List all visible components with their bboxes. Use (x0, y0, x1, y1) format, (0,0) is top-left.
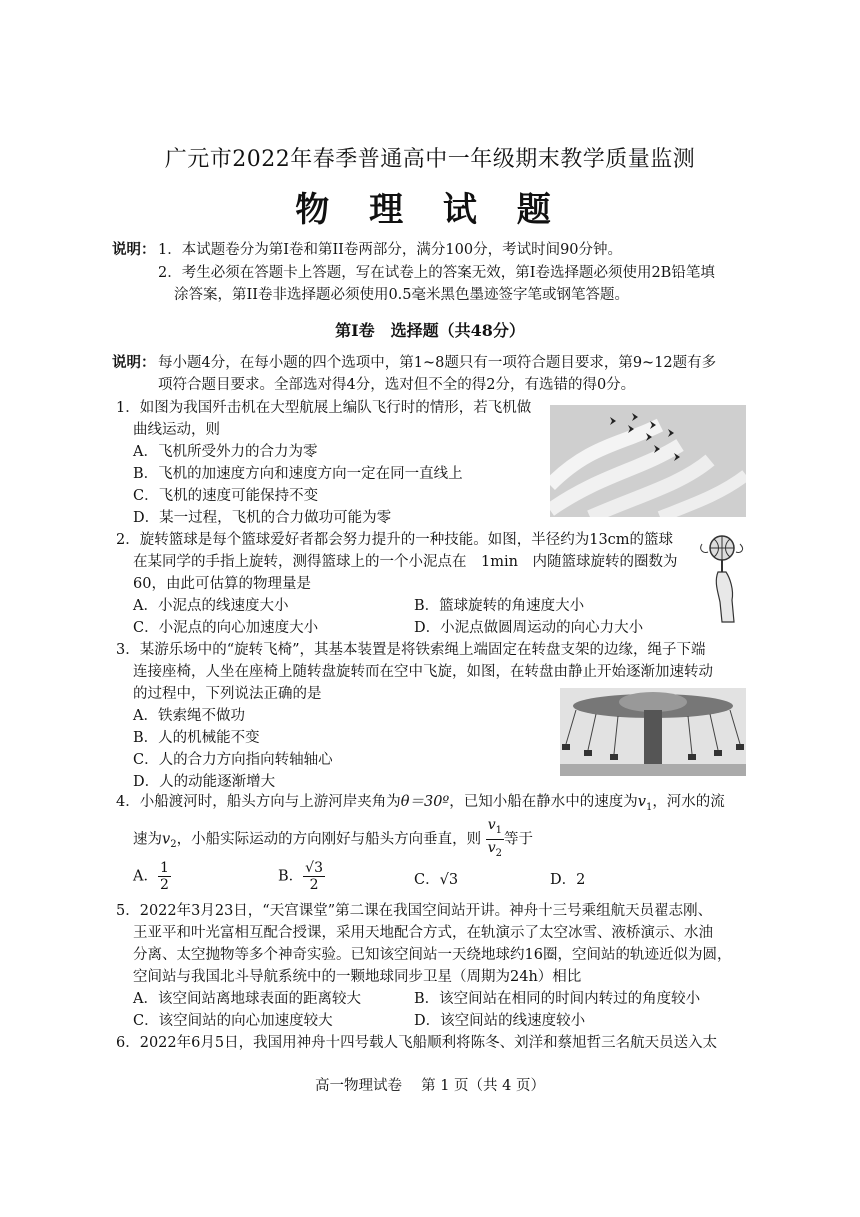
page-footer: 高一物理试卷 第 1 页（共 4 页） (315, 1078, 545, 1094)
section-title: 第I卷 选择题（共48分） (335, 321, 525, 340)
q4-option-a: A． $\frac{1}{2}$ (133, 860, 169, 893)
jet-formation-image (550, 405, 746, 517)
q1-option-c: C．飞机的速度可能保持不变 (133, 488, 319, 504)
q5-stem-1: 5．2022年3月23日，“天宫课堂”第二课在我国空间站开讲。神舟十三号乘组航天员翟志刚、 (116, 903, 713, 919)
q4-a-num: 1 (159, 860, 169, 876)
q4-ratio-fraction: $\frac{v_1}{v_2}$ (487, 817, 502, 859)
q3-option-a: A．铁索绳不做功 (133, 708, 245, 724)
q4-option-d: D．2 (550, 872, 586, 888)
q2-option-d: D．小泥点做圆周运动的向心力大小 (414, 620, 644, 636)
q3-stem-1: 3．某游乐场中的“旋转飞椅”，其基本装置是将铁索绳上端固定在转盘支架的边缘，绳子下端 (116, 642, 706, 658)
q4-stem-2b: ，小船实际运动的方向刚好与船头方向垂直，则 (176, 831, 482, 848)
q4-option-c: C．√3 (414, 872, 459, 888)
q4-stem-2: 速为$v_2$，小船实际运动的方向刚好与船头方向垂直，则 $\frac{v_1}{v_2}$ 等于 (133, 817, 533, 862)
q4-b-den: 2 (309, 877, 319, 893)
q1-option-d: D．某一过程，飞机的合力做功可能为零 (133, 510, 392, 526)
q2-stem-2: 在某同学的手指上旋转，测得篮球上的一个小泥点在 1min 内随篮球旋转的圈数为 (133, 554, 678, 570)
q5-option-a: A．该空间站离地球表面的距离较大 (133, 991, 361, 1007)
q4-v2: v (162, 831, 171, 848)
q1-stem-2: 曲线运动，则 (133, 422, 220, 438)
q3-option-b: B．人的机械能不变 (133, 730, 260, 746)
exam-header-title: 广元市2022年春季普通高中一年级期末教学质量监测 (164, 147, 696, 172)
q2-stem-3: 60，由此可估算的物理量是 (133, 576, 311, 592)
q5-option-c: C．该空间站的向心加速度较大 (133, 1013, 333, 1029)
q3-stem-2: 连接座椅，人坐在座椅上随转盘旋转而在空中飞旋，如图，在转盘由静止开始逐渐加速转动 (133, 664, 713, 680)
section-note-line1: 每小题4分，在每小题的四个选项中，第1~8题只有一项符合题目要求，第9~12题有多 (158, 355, 717, 371)
q1-stem-1: 1．如图为我国歼击机在大型航展上编队飞行时的情形，若飞机做 (116, 400, 532, 416)
exam-subject-title: 物 理 试 题 (295, 190, 565, 230)
swing-ride-image (560, 688, 746, 776)
q5-stem-4: 空间站与我国北斗导航系统中的一颗地球同步卫星（周期为24h）相比 (133, 969, 582, 985)
q1-option-a: A．飞机所受外力的合力为零 (133, 444, 318, 460)
q3-option-d: D．人的动能逐渐增大 (133, 774, 276, 790)
q4-stem-1 (116, 791, 725, 819)
q4-option-b: B． $\frac{√3}{2}$ (278, 860, 323, 893)
q2-option-a: A．小泥点的线速度大小 (133, 598, 289, 614)
q3-option-c: C．人的合力方向指向转轴轴心 (133, 752, 333, 768)
q4-stem-1b: ，已知小船在静水中的速度为 (449, 794, 638, 810)
q4-theta: θ＝30º (400, 794, 450, 810)
note-2a: 2．考生必须在答题卡上答题，写在试卷上的答案无效，第I卷选择题必须使用2B铅笔填 (158, 265, 715, 281)
q1-option-b: B．飞机的加速度方向和速度方向一定在同一直线上 (133, 466, 463, 482)
notes-label: 说明： (112, 241, 156, 258)
q2-option-b: B．篮球旋转的角速度大小 (414, 598, 585, 614)
q5-option-d: D．该空间站的线速度较小 (414, 1013, 586, 1029)
q5-stem-2: 王亚平和叶光富相互配合授课，采用天地配合方式，在轨演示了太空冰雪、液桥演示、水油 (133, 925, 713, 941)
q4-a-den: 2 (159, 877, 169, 893)
spinning-basketball-image (700, 532, 748, 624)
q4-b-num: √3 (305, 860, 323, 876)
note-2b: 涂答案，第II卷非选择题必须使用0.5毫米黑色墨迹签字笔或钢笔答题。 (174, 287, 630, 303)
q4-stem-2a: 速为 (133, 831, 162, 848)
note-1: 1．本试题卷分为第I卷和第II卷两部分，满分100分，考试时间90分钟。 (158, 242, 623, 258)
q2-option-c: C．小泥点的向心加速度大小 (133, 620, 319, 636)
q4-stem-2c: 等于 (503, 831, 533, 848)
q4-v1: v (637, 794, 646, 810)
q3-stem-3: 的过程中，下列说法正确的是 (133, 686, 322, 702)
q2-stem-1: 2．旋转篮球是每个篮球爱好者都会努力提升的一种技能。如图，半径约为13cm的篮球 (116, 532, 674, 548)
section-note-label: 说明： (112, 354, 156, 371)
q4-stem-1c: ，河水的流 (652, 794, 725, 810)
q5-stem-3: 分离、太空抛物等多个神奇实验。已知该空间站一天绕地球约16圈，空间站的轨迹近似为圆， (133, 947, 732, 963)
section-note-line2: 项符合题目要求。全部选对得4分，选对但不全的得2分，有选错的得0分。 (158, 377, 636, 393)
q4-stem-1a: 4．小船渡河时，船头方向与上游河岸夹角为 (116, 794, 401, 810)
q4-v1-sub: 1 (645, 801, 653, 813)
q5-option-b: B．该空间站在相同的时间内转过的角度较小 (414, 991, 701, 1007)
q6-stem-1: 6．2022年6月5日，我国用神舟十四号载人飞船顺利将陈冬、刘洋和蔡旭哲三名航天员送入太 (116, 1035, 718, 1051)
